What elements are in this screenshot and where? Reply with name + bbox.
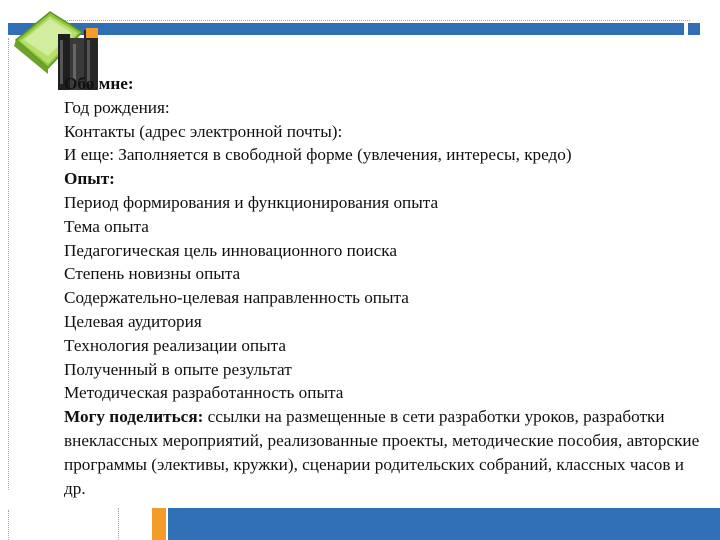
left-dotted-rule [8,38,9,490]
bottom-blue-bar [168,508,720,540]
share-heading: Могу поделиться: [64,407,204,427]
bottom-dotted-rule-mid [118,508,119,540]
experience-item: Технология реализации опыта [64,335,287,355]
experience-item: Целевая аудитория [64,311,202,331]
top-accent-square [686,23,700,35]
also-line: И еще: Заполняется в свободной форме (увлечения, интересы, кредо) [64,145,572,165]
experience-item: Методическая разработанность опыта [64,383,344,403]
share-text: ссылки на размещенные в сети разработки уроков, разработки внеклассных мероприятий, реализованные проекты, методические пособия, авторские программы (элективы, кружки), сценарии родительских собраний, классных часов и др. [64,407,700,498]
birth-year-line: Год рождения: [64,97,170,117]
bottom-orange-bar [152,508,166,540]
top-dotted-rule [40,20,690,21]
experience-item: Период формирования и функционирования опыта [64,192,439,212]
experience-item: Степень новизны опыта [64,264,241,284]
about-heading: Обо мне: [64,74,134,93]
experience-item: Полученный в опыте результат [64,359,292,379]
share-paragraph [64,405,704,500]
experience-item: Содержательно-целевая направленность опыта [64,288,409,308]
content-text [64,72,704,500]
experience-item: Тема опыта [64,216,149,236]
contacts-line: Контакты (адрес электронной почты): [64,121,343,141]
bottom-dotted-rule-left [8,510,9,540]
experience-heading: Опыт: [64,169,115,189]
experience-item: Педагогическая цель инновационного поиска [64,240,397,260]
